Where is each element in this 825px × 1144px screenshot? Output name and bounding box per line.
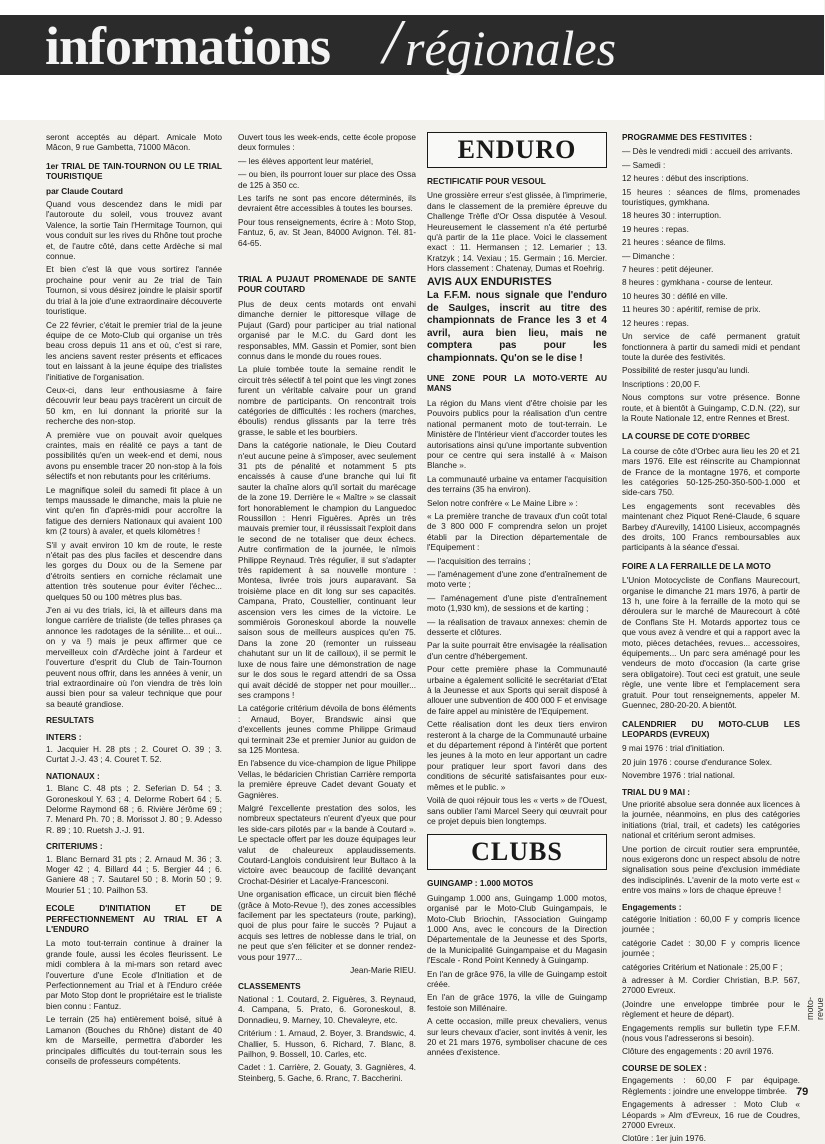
paragraph: En l'an de grâce 1976, la ville de Guingamp festoie son Millénaire. (427, 992, 607, 1013)
column-4 (622, 132, 800, 1144)
paragraph: — ou bien, ils pourront louer sur place des Ossa de 125 à 350 cc. (238, 169, 416, 190)
paragraph: Ouvert tous les week-ends, cette école propose deux formules : (238, 132, 416, 153)
paragraph: Possibilité de rester jusqu'au lundi. (622, 365, 750, 376)
article-heading: CALENDRIER DU MOTO-CLUB LES LEOPARDS (EVREUX) (622, 718, 800, 739)
paragraph: Une priorité absolue sera donnée aux licences à la journée, néanmoins, en plus des catégories initiations (trial, trail, et cadets) les catégories national et critérium seront admises. (622, 798, 800, 841)
paragraph: Malgré l'excellente prestation des solos, les nombreux spectateurs n'eurent d'yeux que pour les side-cars pilotés par « la bande à Coutard ». Le spectacle offert par les douze équipages leur valut de chaleureux applaudissements. Coutard-Langlois conduisirent leur Bultaco à la victoire avec beaucoup de facilité devançant Crochat-Désirier et Lacalye-Francesconi. (238, 802, 416, 886)
paragraph: — les élèves apportent leur matériel, (238, 155, 374, 166)
signature: Jean-Marie RIEU. (350, 965, 416, 976)
paragraph: L'Union Motocycliste de Conflans Maurecourt, organise le dimanche 21 mars 1976, à partir de 13 h, une foire à la ferraille de la moto qui se déroulera sur le marché de Maurecourt à côté de Conflans Ste H. Motards apportez tous ce que vous avez à vendre et qui a rapport avec la moto, pièces detachées, revues... accessoires, équipements... Un parc sera aménagé pour les vendeurs de moto d'occasion (la carte grise sera obligatoire). Tout ceci est gratuit, une seule règle, une vente libre et l'emplacement sera gratuit. Pour tout renseignements, appeler M. Guennec, 280-20-20. A bientôt. (622, 575, 800, 711)
paragraph: 18 heures 30 : interruption. (622, 210, 722, 221)
column-1 (46, 132, 222, 1102)
criteriums-results: 1. Blanc Bernard 31 pts ; 2. Arnaud M. 36 ; 3. Moger 42 ; 4. Billard 44 ; 5. Bergier 44 ; 6. Ganiere 48 ; 7. Sautarel 50 ; 8. Morin 50 ; 9. Mourier 51 ; 10. Pailhon 53. (46, 853, 222, 895)
paragraph: 8 heures : gymkhana - course de lenteur. (622, 277, 773, 288)
article-heading: PROGRAMME DES FESTIVITES : (622, 132, 752, 142)
paragraph: catégorie Cadet : 30,00 F y compris licence journée ; (622, 937, 800, 959)
paragraph: Le terrain (25 ha) entièrement boisé, situé à Lamanon (Bouches du Rhône) distant de 40 km de Marseille, permettra d'aborder les principales difficultés du tout-terrain sous les conseils de professeurs compétents. (46, 1014, 222, 1066)
paragraph: La région du Mans vient d'être choisie par les Pouvoirs publics pour la réalisation d'un centre national permanent moto de tout-terrain. Le Ministère de l'Intérieur vient d'accorder toutes les autorisations ainsi qu'une importante subvention pour ce centre qui sera installé à « Maison Blanche ». (427, 397, 607, 471)
paragraph: Engagements remplis sur bulletin type F.F.M. (nous vous l'adresserons si besoin). (622, 1022, 800, 1044)
article-heading: ECOLE D'INITIATION ET DE PERFECTIONNEMENT AU TRIAL ET A L'ENDURO (46, 903, 222, 935)
avis-heading: AVIS AUX ENDURISTES (427, 275, 552, 288)
paragraph: Une portion de circuit routier sera empruntée, nous exigerons donc un respect absolu de notre signalisation sous peine d'exclusion immédiate des indisciplinés. L'avenir de la moto verte est « entre vos mains » lors de chaque épreuve ! (622, 843, 800, 896)
paragraph: Une organisation efficace, un circuit bien fléché (grâce à Moto-Revue !), des zones accessibles facilement par les spectateurs (route, parking), quoi de plus pour faire le succès ? Pujaut a acquis ses lettres de noblesse dans le trial, on ne peut que s'en féliciter et se donner rendez-vous pour 1977... (238, 889, 416, 962)
paragraph: S'il y avait environ 10 km de route, le reste n'était pas des plus faciles et descendre dans les gorges du Doux ou de la Semene par d'étroits sentiers en corniche réclamait une attention très soutenue pour éviter l'échec... quelques 50 ou 100 mètres plus bas. (46, 539, 222, 602)
enduro-banner: ENDURO (427, 132, 607, 168)
subheading: Engagements : (622, 901, 682, 912)
paragraph: 12 heures : début des inscriptions. (622, 173, 749, 184)
paragraph: Guingamp 1.000 ans, Guingamp 1.000 motos, organisé par le Moto-Club Guingampais, le Moto-Club Briochin, l'Association Guingamp 1.000 Ans, avec le concours de la Direction Départementale de la Jeunesse et des Sports, de la Municipalité Guingampaise et du Magasin l'Escale - Rond Point Kennedy à Guingamp. (427, 892, 607, 966)
paragraph: Ce 22 février, c'était le premier trial de la jeune équipe de ce Moto-Club qui organise un très beau cross depuis 11 ans et où, c'est si rare, les anciens savent rester présents et efficaces tout en laissant à la jeune équipe des trialistes l'initiative de l'organisation. (46, 319, 222, 382)
article-heading: LA COURSE DE COTE D'ORBEC (622, 431, 750, 442)
article-heading: RECTIFICATIF POUR VESOUL (427, 176, 546, 186)
article-heading: FOIRE A LA FERRAILLE DE LA MOTO (622, 560, 771, 571)
article-heading: GUINGAMP : 1.000 MOTOS (427, 878, 534, 889)
paragraph: à adresser à M. Cordier Christian, B.P. 567, 27000 Evreux. (622, 975, 800, 996)
title-slash: / (383, 6, 401, 77)
article-heading: TRIAL A PUJAUT PROMENADE DE SANTE POUR COUTARD (238, 274, 416, 295)
paragraph: Et bien c'est là que vous sortirez l'année prochaine pour venir au 2e trial de Tain Tournon, si vous désirez joindre le plaisir sportif du trial à la joie d'une extraordinaire découverte touristique. (46, 264, 222, 317)
classement-cadet: Cadet : 1. Carrière, 2. Gouaty, 3. Gagnières, 4. Steinberg, 5. Gache, 6. Rranc, 7. Baccherini. (238, 1062, 416, 1083)
paragraph: Inscriptions : 20,00 F. (622, 378, 701, 389)
inters-heading: INTERS : (46, 731, 82, 742)
paragraph: « La première tranche de travaux d'un coût total de 3 800 000 F comprendra selon un projet établi par la Direction départementale de l'Equipement : (427, 510, 607, 553)
paragraph: 15 heures : séances de films, promenades touristiques, gymkhana. (622, 186, 800, 208)
paragraph: Engagements : 60,00 F par équipage. Règlements : joindre une enveloppe timbrée. (622, 1075, 800, 1096)
paragraph: La pluie tombée toute la semaine rendit le circuit très sélectif à tel point que les vingt zones furent un véritable calvaire pour un grand nombre de participants. On rencontrait trois catégories de difficultés : les rochers (marches, éboulis) rendus glissants par la terre très grasse, le sable et les bourbiers. (238, 364, 416, 437)
avis-body: La F.F.M. nous signale que l'enduro de Saulges, inscrit au titre des championnats de France les 3 et 4 avril, aura bien lieu, mais ne comptera pas pour les championnats. Qu'on se le dise ! (427, 290, 607, 364)
paragraph: Par la suite pourrait être envisagée la réalisation d'un centre d'hébergement. (427, 640, 607, 661)
classement-national: National : 1. Coutard, 2. Figuères, 3. Reynaud, 4. Campana, 5. Prato, 6. Goroneskoul, 8. Donnadieu, 9. Marney, 10. Chevaleyre, etc. (238, 993, 416, 1025)
section-title: informations (45, 16, 330, 76)
paragraph: — Dès le vendredi midi : accueil des arrivants. (622, 146, 793, 157)
paragraph: Quand vous descendez dans le midi par l'autoroute du soleil, vous trouvez avant Valence, la sortie Tain l'Hermitage Tournon, qui vous conduit sur les rives du Rhône tout proche et, de l'autre côté, dans cette Ardèche si mal connue. (46, 199, 222, 262)
paragraph: catégories Critérium et Nationale : 25,00 F ; (622, 961, 783, 972)
intro-paragraph: seront acceptés au départ. Amicale Moto Mâcon, 9 rue Gambetta, 71000 Mâcon. (46, 132, 222, 153)
paragraph: Clotûre : 1er juin 1976. (622, 1133, 706, 1144)
paragraph: 21 heures : séance de films. (622, 237, 726, 248)
paragraph: — la réalisation de travaux annexes: chemin de desserte et clôtures. (427, 616, 607, 637)
paragraph: Selon notre confrère « Le Maine Libre » : (427, 497, 578, 508)
paragraph: Cette réalisation dont les deux tiers environ resteront à la charge de la Communauté urbaine et du département répond à l'intérêt que portent les jeunes à la moto en leur apportant un cadre pour pratiquer leur sport favori dans des conditions de sécurité satisfaisantes pour eux-mêmes et le public. » (427, 719, 607, 792)
paragraph: Les engagements sont recevables dès maintenant chez Piquot René-Claude, 6 square Barbey d'Aurevilly, 14100 Lisieux, accompagnés des droits, 100 Francs remboursables aux participants à la séance d'essai. (622, 500, 800, 553)
paragraph: Ceux-ci, dans leur enthousiasme à faire découvrir leur beau pays tracèrent un circuit de 50 km, en lui donnant la priorité sur la recherche des non-stop. (46, 384, 222, 427)
clubs-banner: CLUBS (427, 834, 607, 870)
paragraph: Clôture des engagements : 20 avril 1976. (622, 1046, 774, 1057)
paragraph: La catégorie critérium dévoila de bons éléments : Arnaud, Boyer, Brandswic ainsi que d'excellents jeunes comme Philippe Grimaud qui terminait 23e et premier Junior au guidon de sa 125 Montesa. (238, 703, 416, 755)
paragraph: A première vue on pouvait avoir quelques craintes, mais en réalité ce pays a tant de possibilités qu'en un week-end et demi, nous avons pu ensemble tracer 20 non-stop à la fois sélectifs et non rebutants pour les critériums. (46, 429, 222, 482)
paragraph: — l'acquisition des terrains ; (427, 555, 531, 566)
paragraph: Le magnifique soleil du samedi fit place à un temps maussade le dimanche, mais la pluie ne vint qu'en fin d'après-midi pour accroître la fatigue des derniers Nationaux qui avaient 100 km (2 tours) à avaler, et quels kilomètres ! (46, 484, 222, 537)
paragraph: Pour tous renseignements, écrire à : Moto Stop, Fantuz, 6, av. St Jean, 84000 Avignon. Tél. 81-64-65. (238, 216, 416, 248)
paragraph: catégorie Initiation : 60,00 F y compris licence journée ; (622, 914, 800, 935)
paragraph: J'en ai vu des trials, ici, là et ailleurs dans ma longue carrière de trialiste (de telles phrases ça annonce les radotages de la sénilite... et oui... on y va !) mais je peux affirmer que ce merveilleux coin d'Ardèche joint à l'ardeur et l'ouverture d'esprit du Club de Tain-Tournon peuvent nous offrir, dans les années à venir, un trial extraordinaire où l'on viendra de très loin aussi bien pour sa valeur technique que pour sa beauté grandiose. (46, 605, 222, 709)
criteriums-heading: CRITERIUMS : (46, 841, 103, 852)
subheading: TRIAL DU 9 MAI : (622, 786, 691, 797)
paragraph: La communauté urbaine va entamer l'acquisition des terrains (35 ha environ). (427, 473, 607, 495)
paragraph: 10 heures 30 : défilé en ville. (622, 290, 728, 301)
paragraph: — Dimanche : (622, 250, 675, 261)
paragraph: Voilà de quoi réjouir tous les « verts » de l'Ouest, sans oublier l'ami Marcel Seery qui œuvrait pour ce projet depuis bien longtemps. (427, 795, 607, 826)
page-number: 79 (796, 1086, 809, 1098)
paragraph: Les tarifs ne sont pas encore déterminés, ils devraient être accessibles à toutes les bourses. (238, 193, 416, 214)
paragraph: 20 juin 1976 : course d'endurance Solex. (622, 756, 773, 767)
paragraph: La moto tout-terrain continue à drainer la grande foule, aussi les écoles fleurissent. Le midi comblera à la mi-mars son retard avec l'ouverture d'une Ecole d'Initiation et de Perfectionnement au Trial et à l'Enduro créée par Moto Stop dont le propriétaire est le trialiste bien connu : Fantuz. (46, 938, 222, 1011)
section-subtitle: régionales (405, 20, 617, 76)
classement-criterium: Critérium : 1. Arnaud, 2. Boyer, 3. Brandswic, 4. Challier, 5. Husson, 6. Richard, 7. Blanc, 8. Pailhon, 9. Bossell, 10. Carles, etc. (238, 1028, 416, 1059)
magazine-name: moto-revue (805, 996, 825, 1020)
paragraph: Une grossière erreur s'est glissée, à l'imprimerie, dans le classement de la première épreuve du Challenge Trèfle d'Or Ossa disputée à Vesoul. Heureusement le classement n'a été perturbé qu'à partir de la 11e place. Voici le classement exact : 11. Hermansen ; 12. Lemarier ; 13. Kratzyk ; 14. Vexiau ; 15. Germain ; 16. Mercier. Hors classement : Chatenay, Dumas et Roehrig. (427, 190, 607, 274)
results-heading: RESULTATS (46, 715, 94, 726)
nationaux-results: 1. Blanc C. 48 pts ; 2. Seferian D. 54 ; 3. Goroneskoul Y. 63 ; 4. Delorme Robert 64 ; 5. Delorme Raymond 68 ; 6. Rivière Jérôme 69 ; 7. Menard Ph. 70 ; 8. Morissot J. 80 ; 9. Adesso R. 89 ; 10. Ruetsh J.-J. 91. (46, 783, 222, 835)
paragraph: Plus de deux cents motards ont envahi dimanche dernier le pittoresque village de Pujaut (Gard) pour participer au trial national organisé par le M.C. du Gard dont les responsables, MM. Gassin et Pomier, sont bien connus dans le monde du roues roues. (238, 298, 416, 361)
paragraph: — l'aménagement d'une piste d'entraînement moto (1,930 km), de sessions et de karting ; (427, 592, 607, 614)
column-3 (427, 132, 607, 1122)
paragraph: — l'aménagement d'une zone d'entraînement de moto verte ; (427, 568, 607, 590)
paragraph: Pour cette première phase la Communauté urbaine a également sollicité le secrétariat d'Etat à la Jeunesse et aux Sports qui serait disposé à allouer une subvention de 400 000 F et envisage de faire appel au ministère de l'Equipement. (427, 664, 607, 716)
paragraph: 9 mai 1976 : trial d'initiation. (622, 743, 725, 754)
paragraph: 12 heures : repas. (622, 317, 689, 328)
classements-heading: CLASSEMENTS (238, 981, 301, 992)
paragraph: Novembre 1976 : trial national. (622, 770, 735, 781)
paragraph: En l'an de grâce 976, la ville de Guingamp estoit créée. (427, 968, 607, 989)
paragraph: — Samedi : (622, 159, 666, 170)
paragraph: A cette occasion, mille preux chevaliers, venus sur leurs chevaux d'acier, sont invités à venir, les 20 et 21 mars 1976, symboliser chacune de ces années d'existence. (427, 1016, 607, 1058)
paragraph: Nous comptons sur votre présence. Bonne route, et à bientôt à Guingamp, C.D.N. (22), sur la Route Nationale 12, entre Rennes et Brest. (622, 392, 800, 423)
byline: par Claude Coutard (46, 185, 123, 196)
paragraph: La course de côte d'Orbec aura lieu les 20 et 21 mars 1976. Elle est réinscrite au Championnat de France de la montagne 1976, et comporte les catégories 50-125-250-350-500-1.000 et side-cars 750. (622, 445, 800, 498)
paragraph: Dans la catégorie nationale, le Dieu Coutard n'eut aucune peine à s'imposer, avec seulement 31 pts de pénalité et notamment 5 pts encaissés à cause d'une branche qui lui fit sauter la chaîne alors qu'il sortait du marécage de la zone 19. Derrière le « Maître » se classait fort honorablement le champion du Languedoc Roussillon : Henri Figuères. Après un très mauvais premier tour, il réussissait l'exploit dans le second de ne totaliser que deux échecs. Autre confirmation de la journée, le nîmois Philippe Reynaud. Très régulier, il sut s'adapter très rapidement à sa nouvelle monture : Montesa, livrée trois jours auparavant. Sa troisième place en dit long sur ses capacités. Campana, Prato, Coustellier, continuant leur ascension vers les cimes de la victoire. Le sommiérois Goroneskoul aborde la nouvelle saison sous de meilleurs auspices qu'en 75. Dans la zone 20 (remonter un ruisseau chahutant sur un lit de cailloux), il se permit le luxe de nous faire une démonstration de nage sur le dos sous le regard attendri de sa Ossa qui avait décidé de stopper net pour mouiller... ses crampons ! (238, 440, 416, 700)
article-heading: 1er TRIAL DE TAIN-TOURNON OU LE TRIAL TOURISTIQUE (46, 160, 222, 182)
subheading: COURSE DE SOLEX : (622, 1062, 707, 1073)
article-heading: UNE ZONE POUR LA MOTO-VERTE AU MANS (427, 373, 607, 394)
paragraph: 7 heures : petit déjeuner. (622, 264, 714, 275)
column-2 (238, 132, 416, 1102)
inters-results: 1. Jacquier H. 28 pts ; 2. Couret O. 39 ; 3. Curtat J.-J. 43 ; 4. Couret T. 52. (46, 743, 222, 765)
paragraph: 19 heures : repas. (622, 223, 689, 234)
paragraph: Engagements à adresser : Moto Club « Léopards » Alm d'Evreux, 16 rue de Coudres, 27000 Evreux. (622, 1099, 800, 1130)
paragraph: En l'absence du vice-champion de ligue Philippe Vellas, le bédaricien Christian Carrière remporta la première épreuve Cadet devant Gouaty et Gagnières. (238, 758, 416, 800)
page-header (0, 0, 824, 120)
paragraph: (Joindre une enveloppe timbrée pour le règlement et heure de départ). (622, 998, 800, 1020)
nationaux-heading: NATIONAUX : (46, 770, 100, 781)
paragraph: 11 heures 30 : apéritif, remise de prix. (622, 304, 761, 315)
paragraph: Un service de café permanent gratuit fonctionnera à partir du samedi midi et pendant toute la durée des festivités. (622, 331, 800, 362)
